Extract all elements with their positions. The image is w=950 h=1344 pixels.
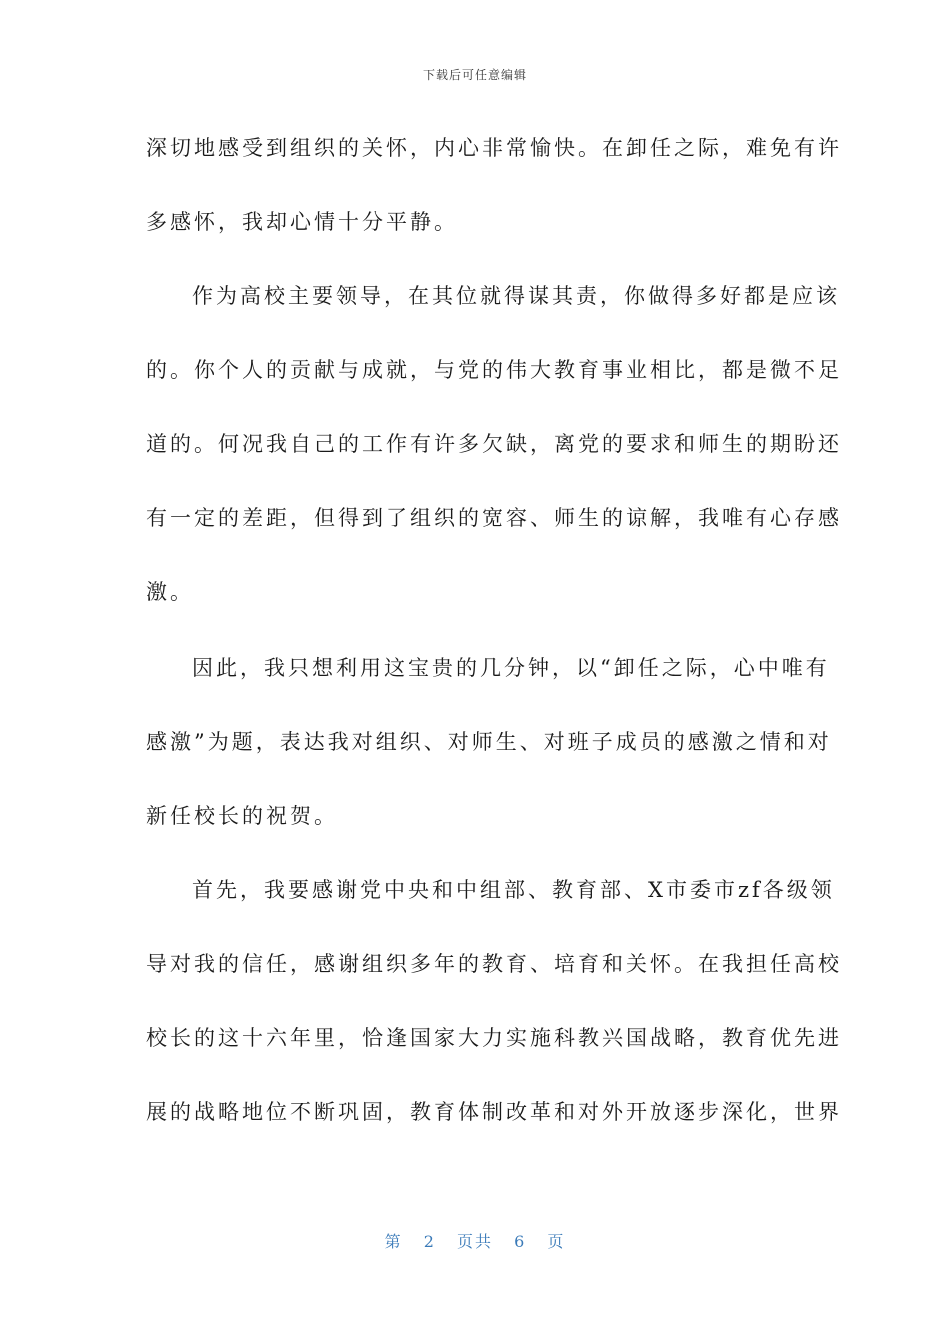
text-line: 道的。何况我自己的工作有许多欠缺，离党的要求和师生的期盼还 <box>146 432 842 456</box>
text-line: 的。你个人的贡献与成就，与党的伟大教育事业相比，都是微不足 <box>146 358 842 382</box>
text-line: 作为高校主要领导，在其位就得谋其责，你做得多好都是应该 <box>192 284 840 308</box>
text-line: 导对我的信任，感谢组织多年的教育、培育和关怀。在我担任高校 <box>146 952 842 976</box>
text-line: 新任校长的祝贺。 <box>146 804 338 828</box>
page-footer: 第 2 页共 6 页 <box>384 1232 566 1251</box>
header-note: 下载后可任意编辑 <box>422 68 527 82</box>
text-line: 展的战略地位不断巩固，教育体制改革和对外开放逐步深化，世界 <box>146 1100 842 1124</box>
text-line: 校长的这十六年里，恰逢国家大力实施科教兴国战略，教育优先进 <box>146 1026 842 1050</box>
text-line: 首先，我要感谢党中央和中组部、教育部、X市委市zf各级领 <box>192 878 835 902</box>
text-line: 感激”为题，表达我对组织、对师生、对班子成员的感激之情和对 <box>146 730 832 754</box>
text-line: 因此，我只想利用这宝贵的几分钟，以“卸任之际，心中唯有 <box>192 656 830 680</box>
text-line: 激。 <box>146 580 194 604</box>
text-line: 有一定的差距，但得到了组织的宽容、师生的谅解，我唯有心存感 <box>146 506 842 530</box>
text-line: 多感怀，我却心情十分平静。 <box>146 210 458 234</box>
text-line: 深切地感受到组织的关怀，内心非常愉快。在卸任之际，难免有许 <box>146 136 842 160</box>
